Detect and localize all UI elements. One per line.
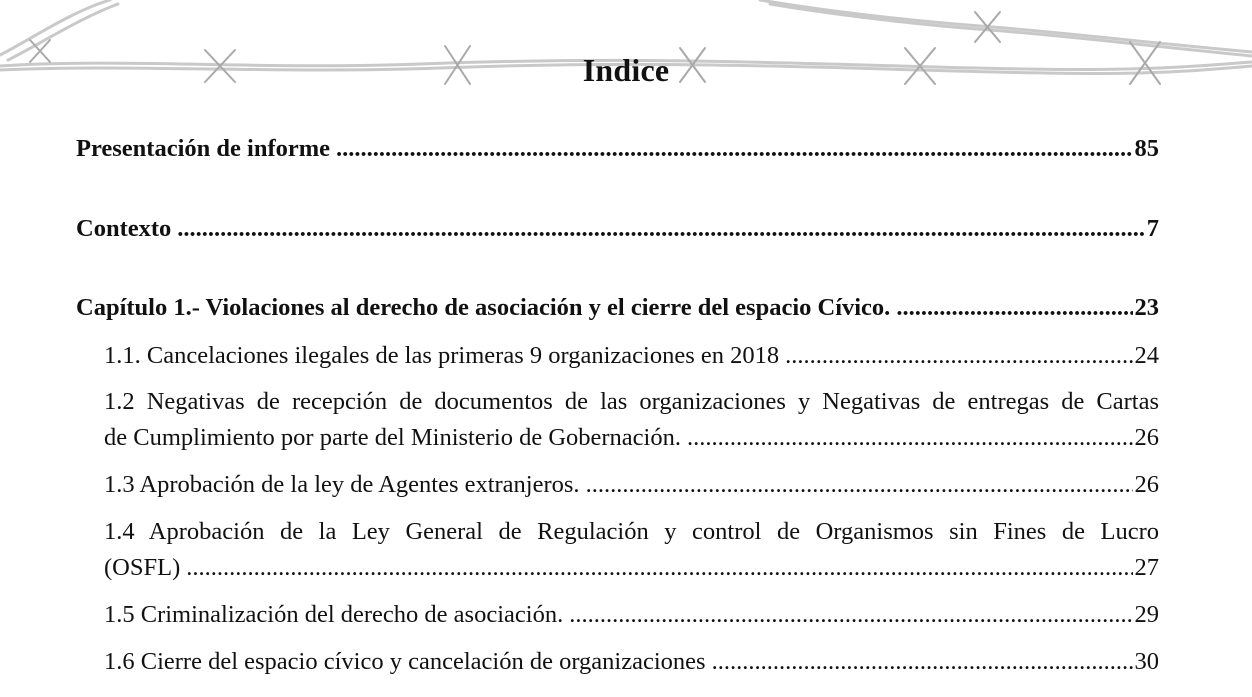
toc-entry[interactable] <box>76 290 1159 326</box>
toc-entry[interactable] <box>104 338 1159 374</box>
toc-page-number: 23 <box>1134 294 1159 321</box>
toc-entry[interactable] <box>76 211 1159 247</box>
toc-page-number: 26 <box>1134 424 1159 451</box>
toc-entry-title: 1.1. Cancelaciones ilegales de las primeras 9 organizaciones en 2018 <box>104 342 780 369</box>
toc-entry[interactable] <box>76 131 1159 167</box>
toc-entry-title-line1: 1.2 Negativas de recepción de documentos de las organizaciones y Negativas de entregas de Cartas <box>104 388 1159 415</box>
toc-page-number: 85 <box>1134 135 1159 162</box>
toc-page-number: 24 <box>1134 342 1159 369</box>
toc-entry-title: Presentación de informe <box>76 135 331 162</box>
toc-entry[interactable] <box>104 467 1159 503</box>
toc-page-number: 30 <box>1134 648 1159 675</box>
toc-leader-dots <box>186 550 1132 586</box>
toc-entry-title-line2: (OSFL) <box>104 554 181 581</box>
toc-leader-dots <box>896 290 1132 326</box>
toc-entry-title: 1.5 Criminalización del derecho de asociación. <box>104 601 564 628</box>
toc-entry-title: 1.3 Aprobación de la ley de Agentes extranjeros. <box>104 471 580 498</box>
page-title: Indice <box>582 52 670 88</box>
toc-page-number: 7 <box>1146 215 1159 242</box>
toc-leader-dots <box>687 420 1133 456</box>
toc-leader-dots <box>586 467 1133 503</box>
toc-entry[interactable] <box>104 644 1159 680</box>
toc-entry-title-line1: 1.4 Aprobación de la Ley General de Regulación y control de Organismos sin Fines de Lucro <box>104 518 1159 545</box>
toc-entry[interactable] <box>104 597 1159 633</box>
toc-page-number: 27 <box>1134 554 1159 581</box>
toc-leader-dots <box>177 211 1144 247</box>
toc-leader-dots <box>336 131 1132 167</box>
toc-page-number: 26 <box>1134 471 1159 498</box>
toc-leader-dots <box>569 597 1132 633</box>
toc-entry-title: 1.6 Cierre del espacio cívico y cancelación de organizaciones <box>104 648 706 675</box>
toc-leader-dots <box>785 338 1132 374</box>
toc-page-number: 29 <box>1134 601 1159 628</box>
toc-entry[interactable] <box>104 514 1159 586</box>
toc-leader-dots <box>712 644 1133 680</box>
toc-entry[interactable] <box>104 384 1159 456</box>
toc-entry-title: Contexto <box>76 215 172 242</box>
toc-entry-title: Capítulo 1.- Violaciones al derecho de asociación y el cierre del espacio Cívico. <box>76 294 891 321</box>
toc-entry-title-line2: de Cumplimiento por parte del Ministerio de Gobernación. <box>104 424 681 451</box>
